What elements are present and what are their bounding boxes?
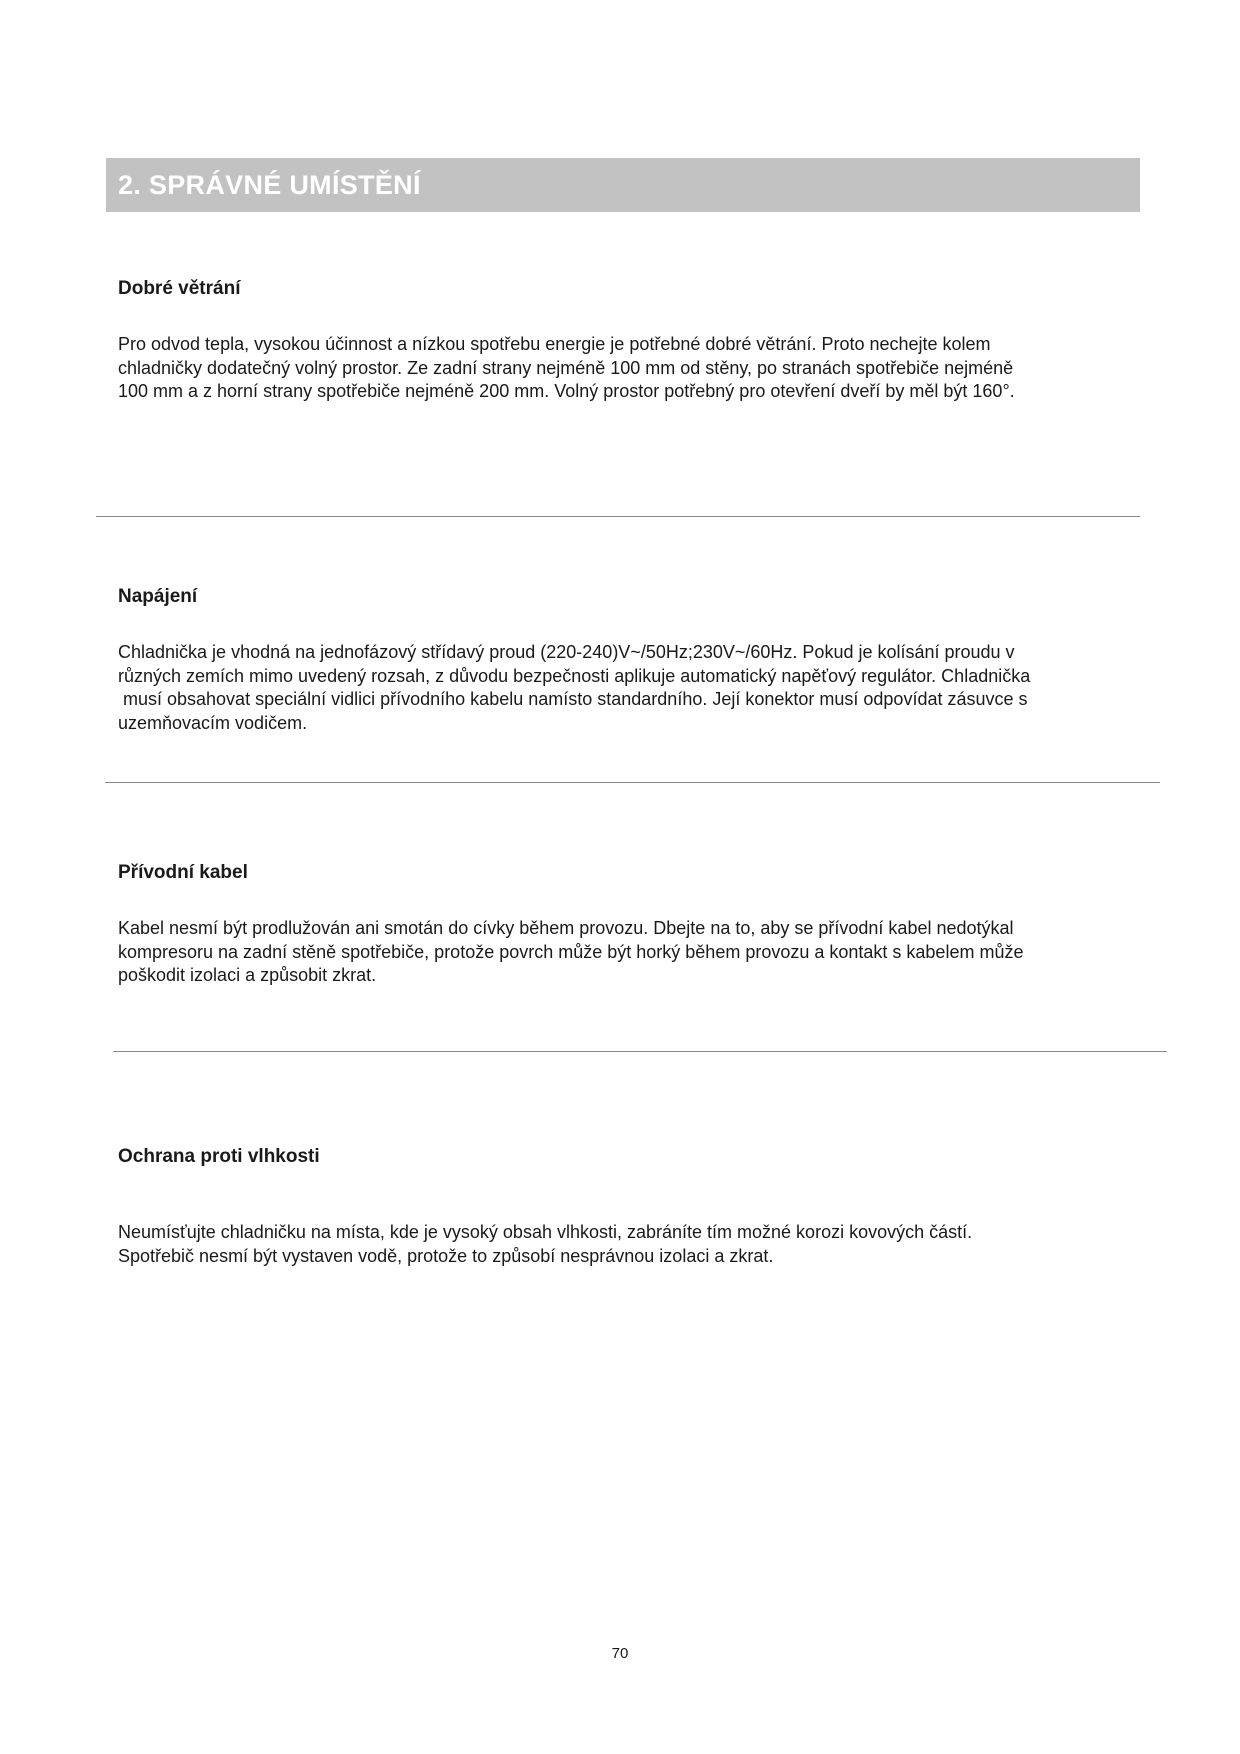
text-line: Spotřebič nesmí být vystaven vodě, protože to způsobí nesprávnou izolaci a zkrat. [118,1245,774,1266]
section-title-moisture-protection: Ochrana proti vlhkosti [118,1146,320,1167]
section-body-power-cable [118,917,1118,988]
text-line: Chladnička je vhodná na jednofázový střídavý proud (220-240)V~/50Hz;230V~/60Hz. Pokud je kolísání proudu v [118,642,1015,662]
text-line: poškodit izolaci a způsobit zkrat. [118,965,377,985]
text-line: kompresoru na zadní stěně spotřebiče, protože povrch může být horký během provozu a kontakt s kabelem může [118,941,1024,962]
text-line: musí obsahovat speciální vidlici přívodního kabelu namísto standardního. Její konektor musí odpovídat zásuvce s [118,689,1028,709]
page-title: 2. SPRÁVNÉ UMÍSTĚNÍ [118,170,421,200]
section-header-bar [106,158,1140,212]
section-body-power-supply [118,641,1118,735]
text-line: různých zemích mimo uvedený rozsah, z důvodu bezpečnosti aplikuje automatický napěťový regulátor. Chladnička [118,665,1031,686]
section-title-power-cable: Přívodní kabel [118,862,248,883]
text-line: uzemňovacím vodičem. [118,712,308,733]
section-divider [113,1051,1167,1052]
section-divider [105,782,1160,783]
section-title-ventilation: Dobré větrání [118,278,241,299]
section-body-moisture-protection [118,1221,1118,1268]
section-title-power-supply: Napájení [118,586,198,607]
text-line: chladničky dodatečný volný prostor. Ze zadní strany nejméně 100 mm od stěny, po stranách spotřebiče nejméně [118,357,1014,378]
page-number: 70 [611,1645,629,1662]
section-divider [96,516,1140,517]
text-line: Neumísťujte chladničku na místa, kde je vysoký obsah vlhkosti, zabráníte tím možné korozi kovových částí. [118,1222,973,1242]
section-body-ventilation [118,333,1118,404]
text-line: 100 mm a z horní strany spotřebiče nejméně 200 mm. Volný prostor potřebný pro otevření dveří by měl být 160°. [118,381,1015,401]
text-line: Kabel nesmí být prodlužován ani smotán do cívky během provozu. Dbejte na to, aby se přívodní kabel nedotýkal [118,918,1014,938]
text-line: Pro odvod tepla, vysokou účinnost a nízkou spotřebu energie je potřebné dobré větrání. Proto nechejte kolem [118,334,991,354]
